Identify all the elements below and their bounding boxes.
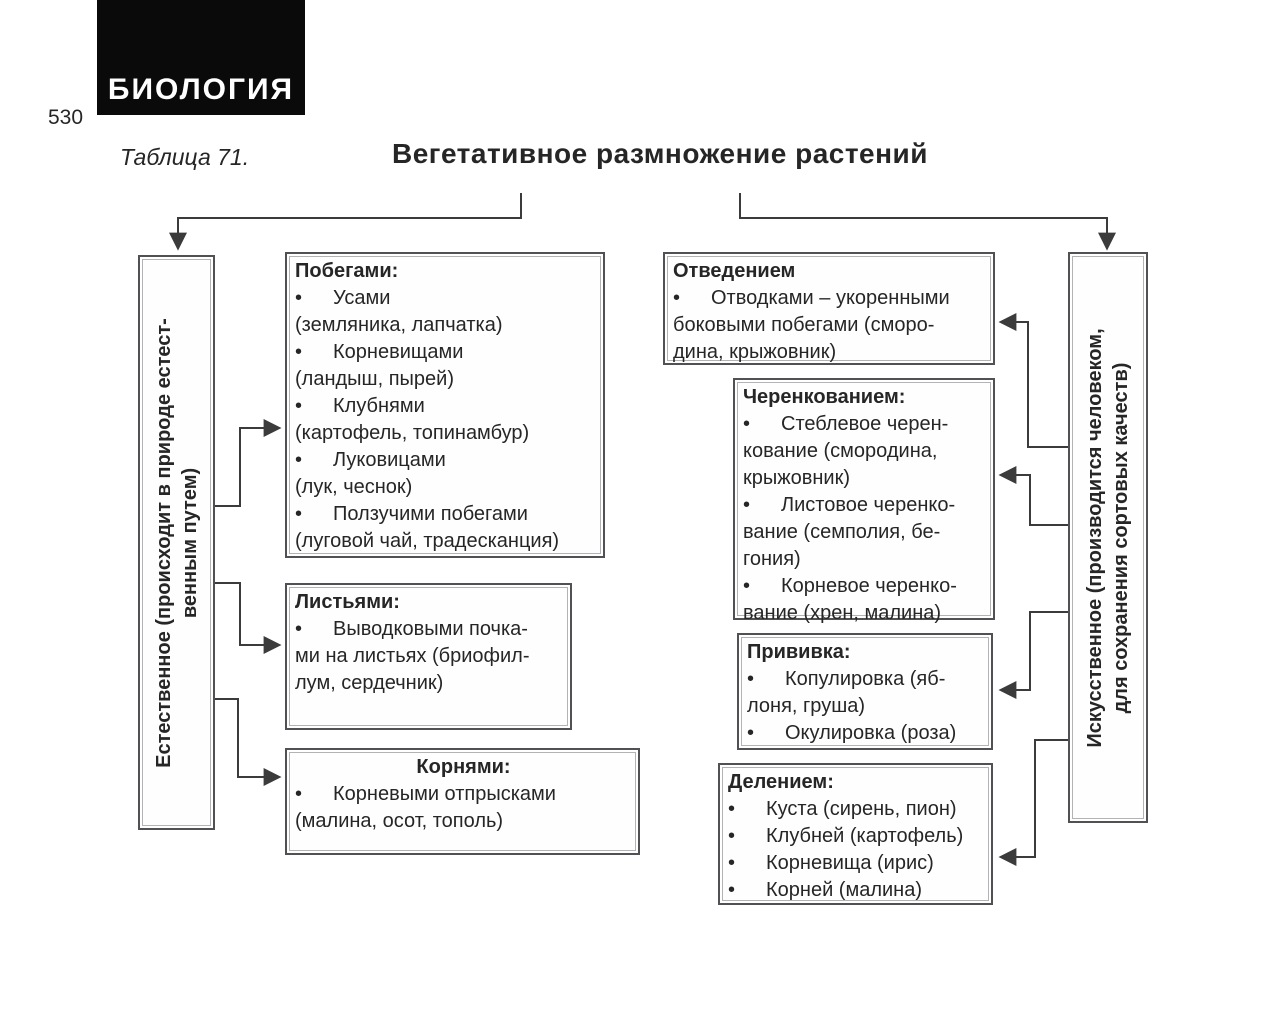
- logo-text: БИОЛОГИЯ: [107, 73, 295, 106]
- branch-artificial-box: [1068, 252, 1148, 823]
- connector-natural-to-pobegami: [215, 428, 278, 506]
- page-number: 530: [48, 106, 84, 129]
- connector-artificial-to-deleniem: [1002, 740, 1068, 857]
- list-item-text: кование (смородина,: [743, 440, 938, 462]
- list-item-text: Корней (малина): [766, 879, 922, 901]
- bullet-icon: •: [295, 503, 303, 525]
- box-otvedeniem: [663, 252, 995, 365]
- list-item-text: Копулировка (яб-: [785, 668, 946, 690]
- list-item: [295, 420, 597, 447]
- branch-natural-label-line2: венным путем): [178, 467, 201, 618]
- list-item: [673, 285, 987, 312]
- box-title: Отведением: [673, 260, 796, 282]
- branch-artificial-label-line2: для сохранения сортовых качеств): [1110, 362, 1132, 713]
- bullet-icon: •: [728, 798, 736, 820]
- box-body: [295, 285, 597, 555]
- list-item: [295, 447, 597, 474]
- list-item: [743, 546, 987, 573]
- list-item-text: вание (семполия, бе-: [743, 521, 941, 543]
- bullet-icon: •: [728, 825, 736, 847]
- box-body: [743, 411, 987, 627]
- list-item: [728, 823, 985, 850]
- list-item-text: Корневища (ирис): [766, 852, 934, 874]
- list-item-text: лоня, груша): [747, 695, 866, 717]
- list-item-text: крыжовник): [743, 467, 851, 489]
- list-item-text: Выводковыми почка-: [333, 618, 528, 640]
- branch-artificial-label-line1: Искусственное (производится человеком,: [1084, 327, 1106, 748]
- list-item: [728, 877, 985, 904]
- page-title: Вегетативное размножение растений: [392, 138, 928, 169]
- branch-natural-label: [151, 255, 203, 830]
- list-item: [743, 492, 987, 519]
- list-item-text: (малина, осот, тополь): [295, 810, 504, 832]
- connector-artificial-to-otvedeniem: [1002, 322, 1068, 447]
- list-item-text: Окулировка (роза): [785, 722, 957, 744]
- list-item-text: (картофель, топинамбур): [295, 422, 530, 444]
- list-item-text: вание (хрен, малина): [743, 602, 942, 624]
- list-item: [728, 850, 985, 877]
- list-item: [747, 666, 985, 693]
- bullet-icon: •: [295, 395, 303, 417]
- list-item-text: Луковицами: [333, 449, 446, 471]
- list-item: [673, 312, 987, 339]
- bullet-icon: •: [747, 722, 755, 744]
- bullet-icon: •: [728, 879, 736, 901]
- list-item: [295, 670, 564, 697]
- list-item-text: Отводками – укоренными: [711, 287, 950, 309]
- list-item: [295, 501, 597, 528]
- list-item: [295, 393, 597, 420]
- box-pobegami: [285, 252, 605, 558]
- bullet-icon: •: [743, 494, 751, 516]
- bullet-icon: •: [295, 618, 303, 640]
- list-item: [743, 411, 987, 438]
- list-item-text: Ползучими побегами: [333, 503, 528, 525]
- box-body: [747, 666, 985, 747]
- list-item: [295, 808, 632, 835]
- logo: [97, 0, 305, 115]
- box-body: [728, 796, 985, 904]
- list-item-text: Клубнями: [333, 395, 425, 417]
- box-listyami: [285, 583, 572, 730]
- connector-artificial-to-cherenkovaniem: [1002, 475, 1068, 525]
- branch-natural-box: [138, 255, 215, 830]
- list-item: [295, 285, 597, 312]
- list-item-text: лум, сердечник): [295, 672, 444, 694]
- list-item-text: Клубней (картофель): [766, 825, 964, 847]
- bullet-icon: •: [743, 575, 751, 597]
- box-body: [673, 285, 987, 366]
- box-title: Листьями:: [295, 591, 400, 613]
- bullet-icon: •: [295, 449, 303, 471]
- list-item-text: гония): [743, 548, 801, 570]
- box-title: Черенкованием:: [743, 386, 906, 408]
- list-item-text: Стеблевое черен-: [781, 413, 949, 435]
- connector-title-to-artificial: [740, 193, 1107, 247]
- list-item-text: (ландыш, пырей): [295, 368, 454, 390]
- connector-title-to-natural: [178, 193, 521, 247]
- list-item: [743, 573, 987, 600]
- bullet-icon: •: [743, 413, 751, 435]
- list-item: [743, 600, 987, 627]
- list-item-text: Корневыми отпрысками: [333, 783, 556, 805]
- list-item: [295, 528, 597, 555]
- list-item: [295, 312, 597, 339]
- list-item-text: Корневищами: [333, 341, 464, 363]
- connector-natural-to-kornyami: [215, 699, 278, 777]
- list-item: [747, 693, 985, 720]
- list-item: [747, 720, 985, 747]
- bullet-icon: •: [673, 287, 681, 309]
- list-item-text: (земляника, лапчатка): [295, 314, 503, 336]
- list-item-text: ми на листьях (бриофил-: [295, 645, 530, 667]
- connector-natural-to-listyami: [215, 583, 278, 645]
- bullet-icon: •: [728, 852, 736, 874]
- bullet-icon: •: [295, 783, 303, 805]
- box-title: Делением:: [728, 771, 834, 793]
- bullet-icon: •: [295, 341, 303, 363]
- branch-artificial-label: [1082, 252, 1134, 823]
- list-item: [728, 796, 985, 823]
- list-item: [295, 366, 597, 393]
- branch-natural-label-line1: Естественное (происходит в природе естест-: [152, 317, 175, 768]
- list-item-text: Корневое черенко-: [781, 575, 957, 597]
- list-item: [295, 781, 632, 808]
- list-item: [295, 643, 564, 670]
- box-title: Прививка:: [747, 641, 851, 663]
- list-item-text: Усами: [333, 287, 391, 309]
- list-item: [295, 616, 564, 643]
- list-item-text: боковыми побегами (сморо-: [673, 314, 935, 336]
- box-privivka: [737, 633, 993, 750]
- box-title: Корнями:: [416, 756, 511, 778]
- box-kornyami: [285, 748, 640, 855]
- bullet-icon: •: [747, 668, 755, 690]
- box-deleniem: [718, 763, 993, 905]
- list-item: [743, 519, 987, 546]
- list-item: [743, 465, 987, 492]
- box-body: [295, 781, 632, 835]
- bullet-icon: •: [295, 287, 303, 309]
- list-item-text: (луговой чай, традесканция): [295, 530, 560, 552]
- list-item-text: Листовое черенко-: [781, 494, 956, 516]
- box-cherenkovaniem: [733, 378, 995, 624]
- table-label: Таблица 71.: [120, 144, 250, 170]
- box-title: Побегами:: [295, 260, 399, 282]
- list-item-text: дина, крыжовник): [673, 341, 837, 363]
- connector-artificial-to-privivka: [1002, 612, 1068, 690]
- box-body: [295, 616, 564, 697]
- list-item: [673, 339, 987, 366]
- list-item: [743, 438, 987, 465]
- list-item-text: Куста (сирень, пион): [766, 798, 957, 820]
- list-item: [295, 339, 597, 366]
- list-item-text: (лук, чеснок): [295, 476, 413, 498]
- list-item: [295, 474, 597, 501]
